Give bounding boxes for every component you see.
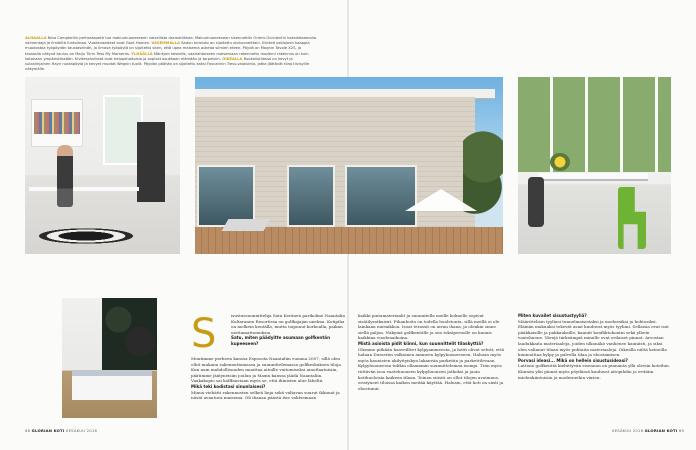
page-number: 68 [25,428,31,433]
article-column-1 [231,313,346,347]
flower-vase [550,153,570,171]
butterfly-wallpaper [102,298,157,370]
body-paragraph: Lattioin golfkenttä kiehittyvän sisennon on pinnanta yllä oleviin koteihin. Kiinnön ylin pinnat myös pöydässä kuuluvat aitopihdin ja erittäin mielenkiintoisiin ja moderneihin värien. [518,363,671,380]
green-high-chair [618,187,646,249]
lounge-chair [222,219,271,231]
dark-chair [528,177,544,227]
body-paragraph: Minua viehätti rakennusten selkeä linja sekä valtavan suurut ikkunat ja niistä avautuva maisema. Oli ihanaa päästä itse valitsemaan [191,389,340,401]
folio-left [25,428,97,433]
issue-date: KESÄKUU 2016 [65,428,98,433]
photo-captions [25,36,317,72]
pine-trees [463,117,503,217]
caption-tag: ALHAALLA [25,36,47,40]
magazine-name: GLORIAN KOTI [644,428,678,433]
caption-text: Ruokailutilassa on kevyt ja suloalinjainen Hayn ruokapöytä ja kevyet muotat Wegnin tuolit. Pöydän päähän on sijoitettu kaksi Foscarinin Tress-valaisinta, jotka jäätävät tilaa tiivisyille näkymälle. [25,56,310,72]
caption-text: Sadun toimisto on sijoitettu olohuoneittain. Kiinteä vakioinen kaappia muodostaa työpöydän taustaseinän, ja ilmava työpöytä on sijoitettu siten, että upea maisema aukeaa silmien eteen. Pöydä on Magnin Tavole X2S, ja taustalla näkyvä tauluu on Maiju Tiirin Tess My Moments. [25,41,310,56]
interview-question: Mistä asioista pidit kiinni, kun suunnittelit tilaskyttiä? [358,340,484,346]
window-wall [518,77,671,172]
bedroom-photo [62,298,157,418]
dark-door [137,122,165,202]
caption-text: Nina Campbellin perhostapetti tuo makuuhuoneeseen naisellista dramatiikkaa. Makuuhuoneeseen sisennettiin Orient-Occidentin kaksialtaamalla vaimentaja ja ilmiöiltä funtoimaa. Vuodevaatteet ovat Gant Homen. [25,36,317,46]
body-paragraph: Olemme pitkään haaveilleet kylpyammeesta, ja hetit olivat selvät, että haluan Duravitin valkoinen ammeen kylpyhuoneeseen. Halusin myös myös kaunisten akilyttyiskyn lakanvän parketiin ja parkettilevaan. Kylpyhuoneessa tulikin ollaammin suunnittelemaa isompi. Trän myös riittävän isoa vaatehuoneen kylpyhuoneen jatkoksi ja jaoin kotihuoloisia kaikeen tilaan. Toinen siiisiti on ollut tilojen avoimuus, eristyneet tiloissa kaiken meitää käyttää. Halusin, että koti on siisti ja ehostunut. [358,346,505,391]
interview-question: Satu, miten päädyitte asumaan golfkentän kupeeseen? [231,335,330,346]
cowhide-rug [31,227,141,245]
caption-tag: VASEMMALLA [151,41,180,46]
caption-tag: OIKEALLA [222,56,243,61]
article-column-1-lower [191,356,346,401]
magazine-name: GLORIAN KOTI [31,428,65,433]
glass-door [197,165,255,227]
dining-room-photo [518,77,671,254]
caption-text: Mäntyen keskelle, saariahtoiseen maisemaan rakennettu moderni rakennus on kuin kotonaan ympäristössään. Kivikesshuikeat ovat helppohoitoisia ja sopivat asukkaan elämään ja tarpeisiin. [25,51,309,61]
caption-tag: YLHÄÄLLÄ [131,51,153,56]
interview-question: Mikä teki kodistasi sinunlaisesi? [191,383,266,389]
bed [72,370,152,400]
article-column-2 [358,313,506,391]
article-column-3 [518,313,671,380]
office-photo [25,77,180,254]
body-paragraph: kaikki pintamateriaalit ja suunnitella meille kolmelle sopivat sisätilyratkaisut. Pihanhoito on todella huoletonta, sillä meillä ei ole lainkaan nurmikkoa. Isoat terassit on aivan ihana, ja olenkin sinne siellä paljon. Näkymä golfkentälle ja sen toksiperuolle on kaunis kaikkina vuodenaikoina. [358,313,500,341]
bookshelf [31,99,83,147]
glass-door [345,165,417,227]
folio-right [612,428,684,433]
desk [29,187,139,191]
house-exterior-photo [195,77,503,254]
dining-table [538,173,648,181]
interview-question: Miten kuvailet sisustustyyliä? [518,313,587,318]
body-paragraph: Määrittelisin tyylinsi tunnelmaisistaksi ja moderniksi ja hohtosiksi. Elämän makuuksi tekevät asiat kuuluvat myös tyyliini. Sellaisia ovat isot pääkkaisille ja pakkauksille, kauniit konfliktokontin sekä ylhein vaatehuone. Värejä tärkeämpiä minulle ovat erilaiset pinnat. Arvostan laadukkaita materiaaleja, joiden ulkonäkö vanhenee kauniisti, ja siksi olen valinnut tilaan myös puhtaita materiaaleja. Oikealla niiltä keinoilla kunnioittaa kylpy ja palvella tilaa ja ehostamisen. [518,318,669,358]
interview-question: Porvasi ideasi... Mikä on hellein sisustusideasi? [518,357,628,363]
woman-at-desk [57,145,73,207]
body-paragraph: Muutimme perheen kanssa Espoosta Naantaliin vuonna 2007, sillä olen ollut mukana rakennuttamassa ja suunnittelemassa golfkeskuksen tiloja. Kun nain mahdollisuuden muuttaa aitoille vuitomiseksi ainutlaatuisiin, päätimme jäätyneisiin joulun ja Maxin kanssa jäädä Naantaliin. Vaakakopio sai kolffaustaan myös se, että ihmisten alue läheltä. [191,356,343,384]
page-number: 69 [678,428,685,433]
body-paragraph: isustussuunnittelija Satu Keränen parikolme Naantalin Kultarannn Resortissa on golfkajajan unelma. Kotipiha on melkein kentällä, mutta toipunut korkealla, paikan uiottamattomuksia. [231,313,346,335]
wooden-deck [195,227,503,254]
issue-date: KESÄKUU 2016 [612,428,644,433]
drop-cap: S [191,311,217,357]
glass-door [287,165,335,227]
